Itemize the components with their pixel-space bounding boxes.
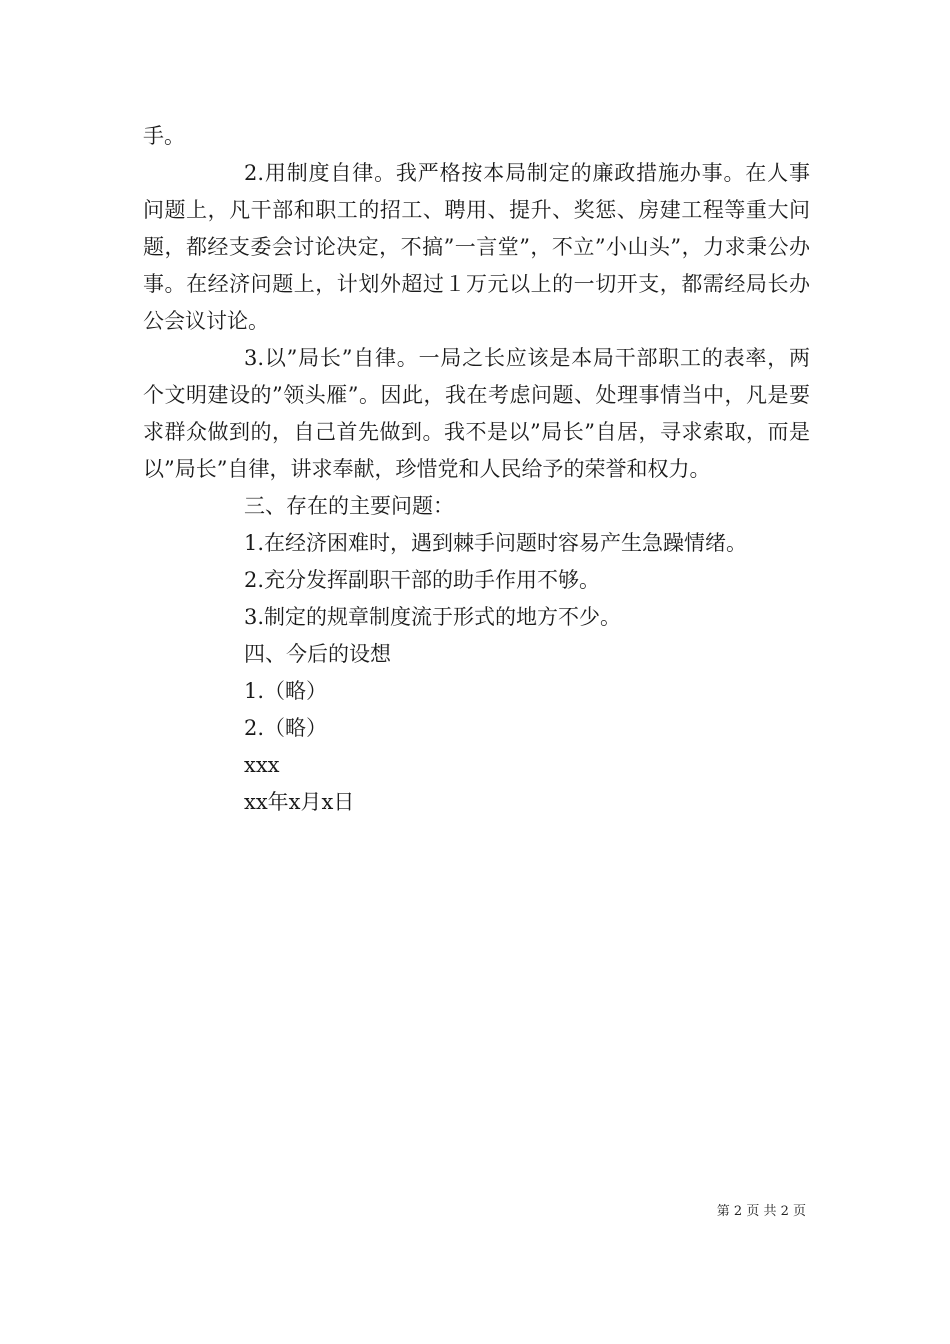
section-heading-problems: 三、存在的主要问题：	[244, 494, 454, 518]
problem-item-2: 2.充分发挥副职干部的助手作用不够。	[244, 568, 601, 592]
plan-item-1: 1.（略）	[244, 679, 328, 703]
section-heading-plans: 四、今后的设想	[244, 642, 391, 666]
plan-item-2: 2.（略）	[244, 716, 328, 740]
problem-item-3: 3.制定的规章制度流于形式的地方不少。	[244, 605, 622, 629]
document-body	[143, 118, 810, 821]
page-indicator: 第 2 页 共 2 页	[716, 1204, 806, 1219]
signature-date: xx年x月x日	[244, 790, 355, 814]
paragraph-system-self-discipline: 2.用制度自律。我严格按本局制定的廉政措施办事。在人事问题上，凡干部和职工的招工、聘用、提升、奖惩、房建工程等重大问题，都经支委会讨论决定，不搞”一言堂”，不立”小山头”，力求秉公办事。在经济问题上，计划外超过１万元以上的一切开支，都需经局长办公会议讨论。	[143, 161, 810, 333]
signature-name: xxx	[244, 753, 280, 777]
paragraph-director-self-discipline: 3.以”局长”自律。一局之长应该是本局干部职工的表率，两个文明建设的”领头雁”。因此，我在考虑问题、处理事情当中，凡是要求群众做到的，自己首先做到。我不是以”局长”自居，寻求索取，而是以”局长”自律，讲求奉献，珍惜党和人民给予的荣誉和权力。	[143, 346, 810, 481]
problem-item-1: 1.在经济困难时，遇到棘手问题时容易产生急躁情绪。	[244, 531, 748, 555]
paragraph-continuation: 手。	[143, 124, 185, 148]
